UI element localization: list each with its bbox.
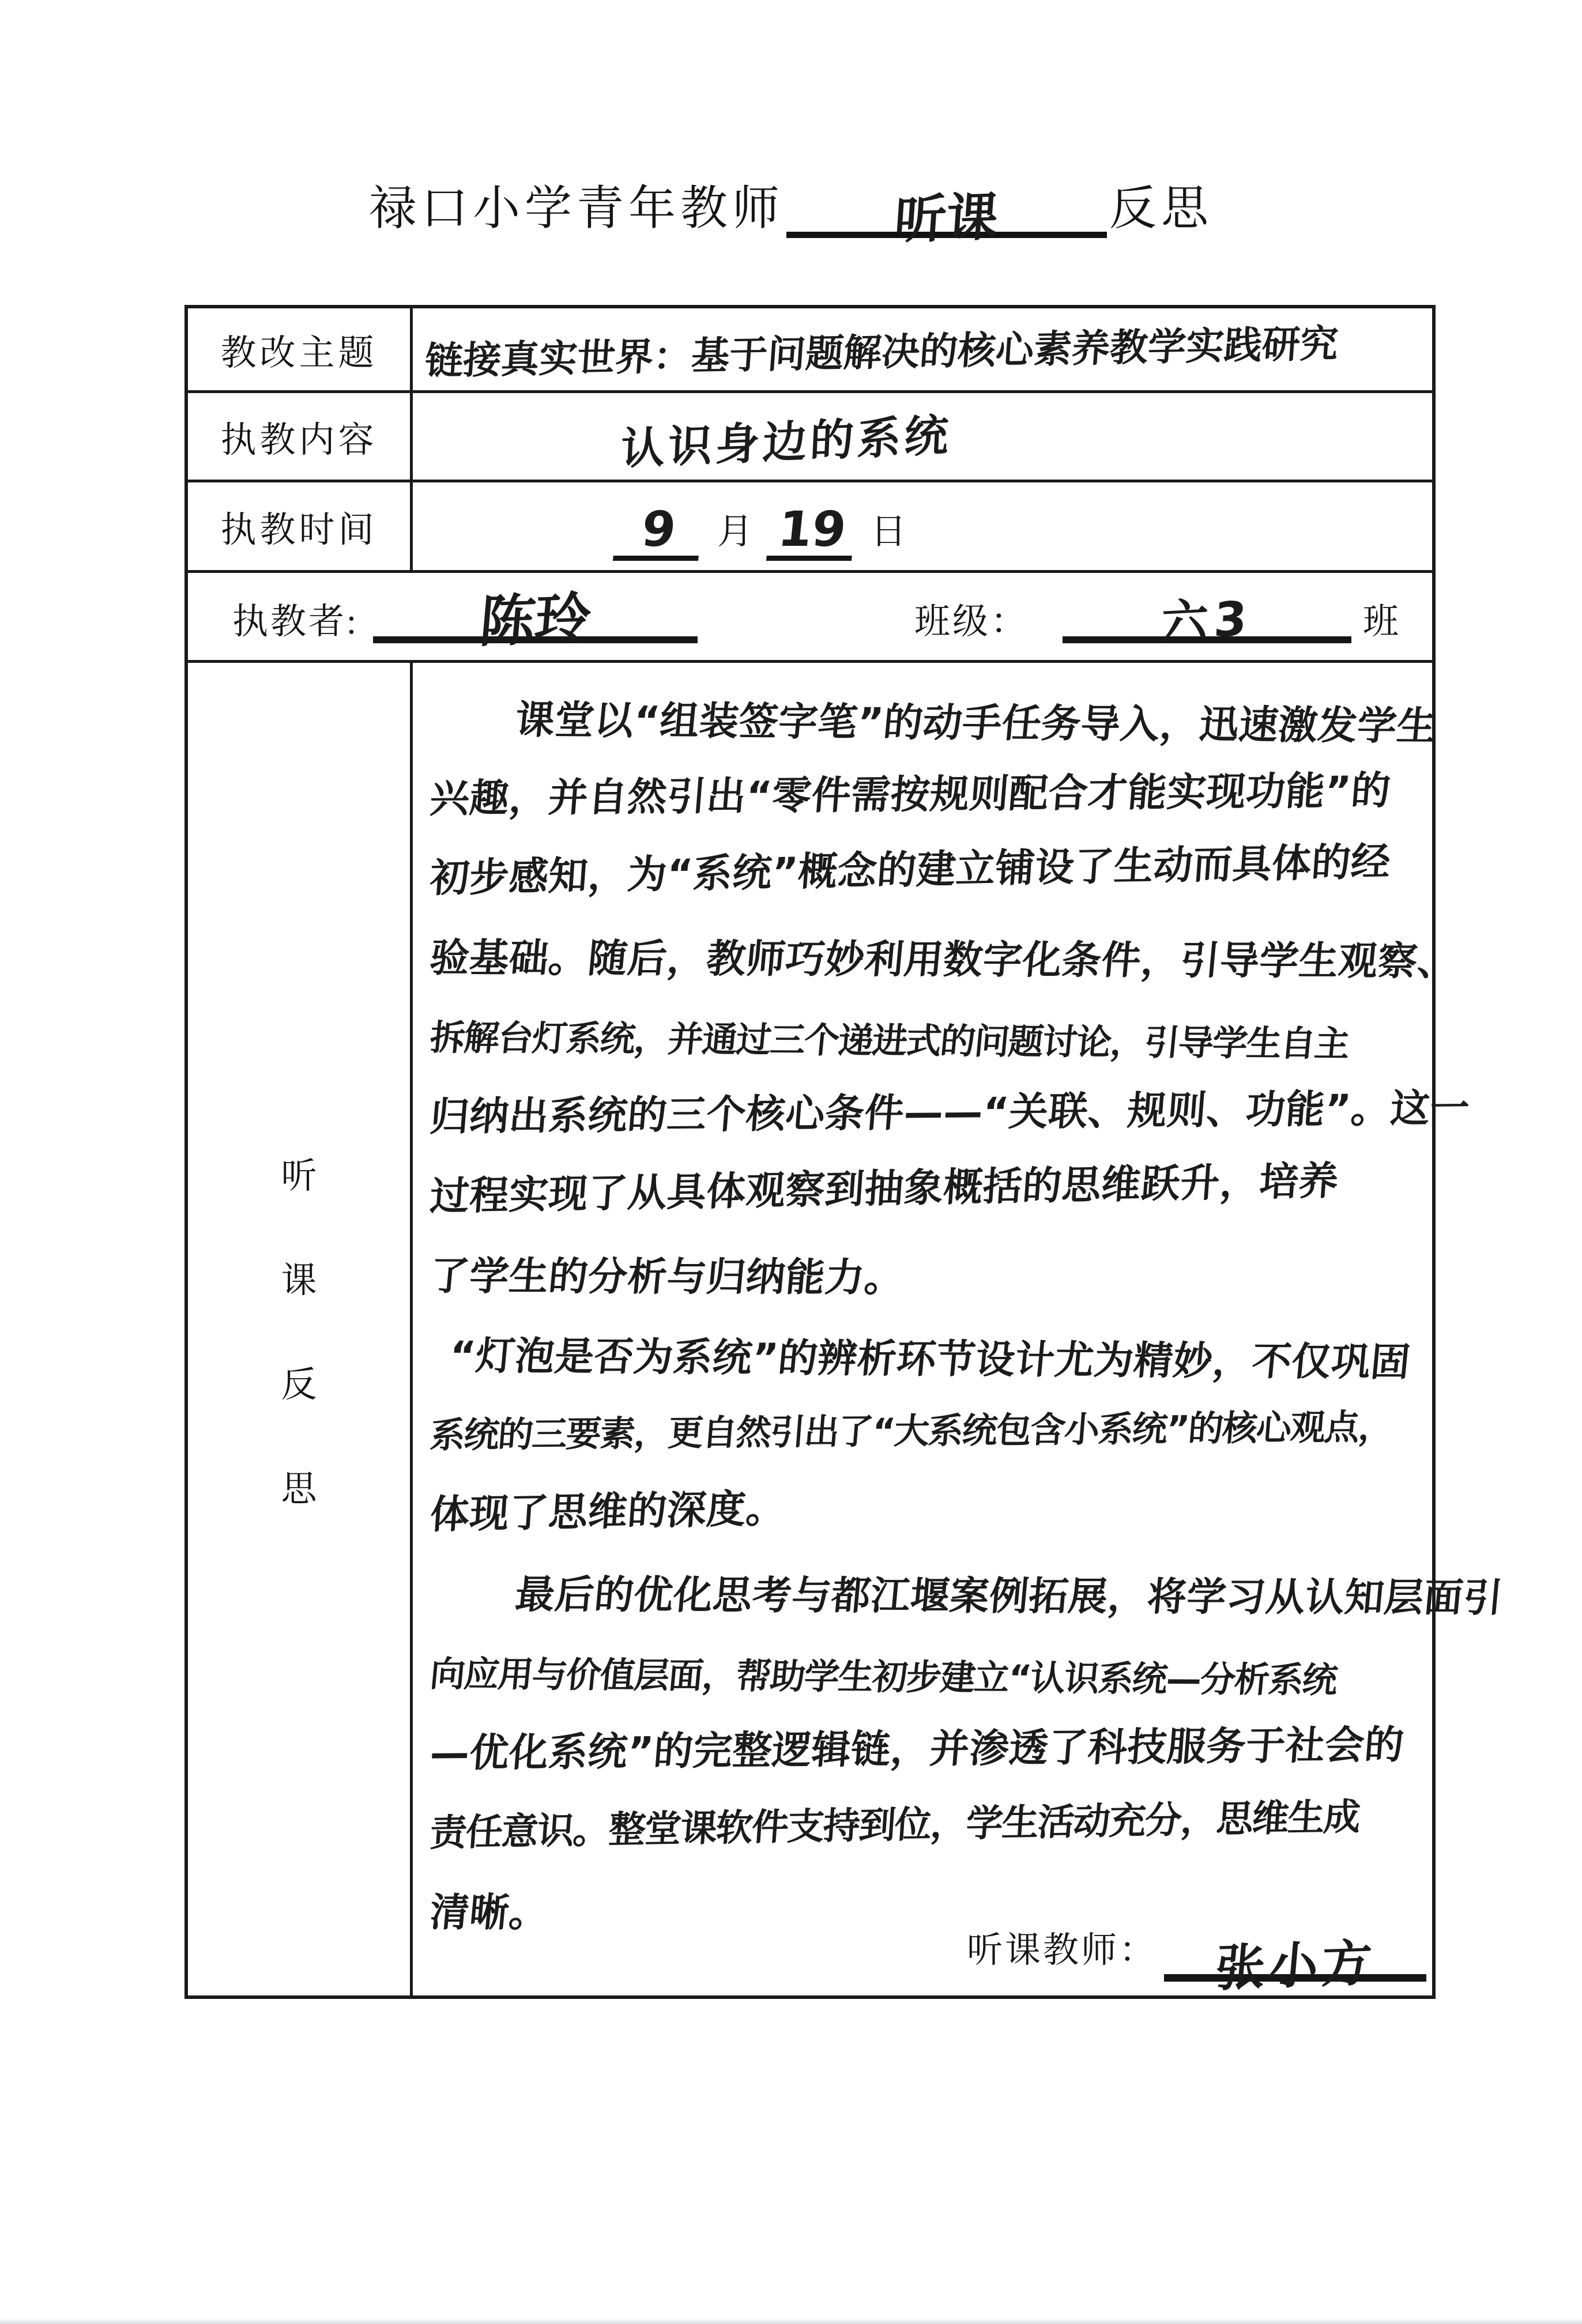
reflection-line: 课堂以“组装签字笔”的动手任务导入，迅速激发学生 [513,697,1439,750]
reflection-line: 系统的三要素，更自然引出了“大系统包含小系统”的核心观点， [428,1406,1394,1457]
time-label: 执教时间 [188,482,413,570]
theme-label: 教改主题 [188,308,413,390]
signature-label: 听课教师： [966,1931,1157,1970]
date-group [139,482,1383,570]
scan-bottom-edge [0,2318,1582,2324]
reflection-section-label [188,663,413,1995]
row-teacher [188,573,1432,663]
content-label: 执教内容 [188,393,413,480]
title-suffix: 反思 [1109,182,1214,235]
reflection-line: 验基础。随后，教师巧妙利用数字化条件，引导学生观察、 [428,935,1459,985]
reflection-label-char: 课 [281,1261,317,1300]
reflection-line: 清晰。 [428,1890,551,1936]
reflection-label-char: 听 [281,1157,317,1196]
form-table [184,305,1505,1999]
class-underline [1063,574,1351,651]
teacher-label: 执教者: [232,602,359,642]
teacher-name-handwriting: 陈玲 [476,586,593,655]
reflection-line: —优化系统”的完整逻辑链，并渗透了科技服务于社会的 [428,1722,1406,1777]
row-reflection [188,663,1505,1998]
reflection-line: 拆解台灯系统，并通过三个递进式的问题讨论，引导学生自主 [428,1017,1351,1065]
row-time [188,482,1432,573]
reflection-label-char: 反 [281,1365,317,1405]
teacher-name-underline [373,574,698,655]
day-unit-label: 日 [871,512,907,552]
signature-name-handwriting: 张小方 [1212,1934,1377,1998]
reflection-line: 责任意识。整堂课软件支持到位，学生活动充分，思维生成 [428,1795,1361,1855]
theme-value-handwriting: 链接真实世界：基于问题解决的核心素养教学实践研究 [423,321,1340,384]
reflection-line: 最后的优化思考与都江堰案例拓展，将学习从认知层面引 [513,1572,1505,1621]
reflection-body [413,663,1505,1998]
signature-block [966,1919,1426,1998]
reflection-line: 兴趣，并自然引出“零件需按规则配合才能实现功能”的 [428,768,1392,823]
title-blank-underline [786,171,1107,251]
form-title [0,171,1582,251]
title-blank-handwriting: 听课 [892,186,1001,251]
reflection-line: 归纳出系统的三个核心条件——“关联、规则、功能”。这一 [428,1085,1471,1141]
reflection-line: 初步感知，为“系统”概念的建立铺设了生动而具体的经 [428,839,1392,902]
month-unit-label: 月 [717,512,753,552]
reflection-line: 过程实现了从具体观察到抽象概括的思维跃升，培养 [428,1158,1340,1220]
class-value-handwriting: 六3 [1159,591,1255,651]
row-content [188,393,1432,482]
reflection-label-char: 思 [281,1470,317,1509]
row-theme [188,308,1432,393]
month-value-handwriting: 9 [613,505,704,561]
reflection-line: 了学生的分析与归纳能力。 [428,1254,906,1301]
day-value-handwriting: 19 [766,505,857,561]
class-label: 班级： [914,602,1029,642]
reflection-line: “灯泡是否为系统”的辨析环节设计尤为精妙，不仅巩固 [447,1333,1412,1386]
reflection-line: 体现了思维的深度。 [428,1486,788,1538]
title-prefix: 禄口小学青年教师 [368,182,784,235]
content-value-handwriting: 认识身边的系统 [620,409,953,475]
class-suffix-label: 班 [1363,602,1402,642]
signature-underline [1164,1919,1426,1998]
reflection-line: 向应用与价值层面，帮助学生初步建立“认识系统—分析系统 [428,1654,1339,1701]
